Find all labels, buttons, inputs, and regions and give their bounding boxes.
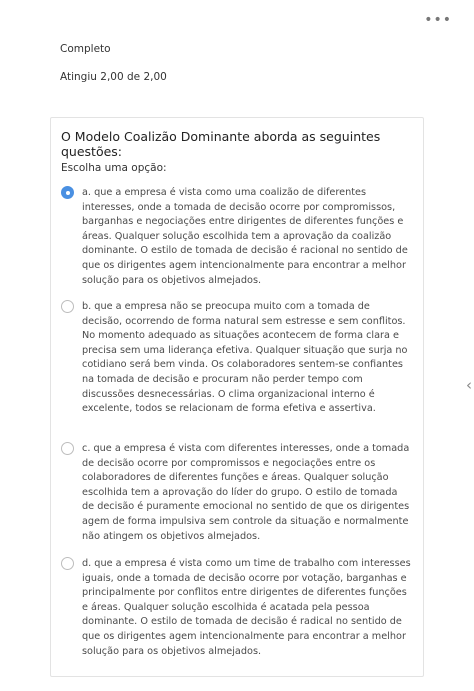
answer-option-b[interactable] (61, 300, 411, 417)
radio-button-b[interactable] (61, 300, 74, 313)
question-card (50, 117, 424, 677)
answer-option-text: d. que a empresa é vista como um time de trabalho com interesses iguais, onde a tomada de decisão ocorre por votação, barganhas e principalmente por conflitos entre dirigentes de diferentes funções e áreas. Qualquer solução escolhida é acatada pela pessoa dominante. O estilo de tomada de decisão é radical no sentido de que os dirigentes agem intencionalmente para encontrar a melhor solução para os objetivos almejados. (82, 558, 411, 657)
completion-status: Completo (60, 43, 111, 55)
ellipsis-icon[interactable]: ••• (424, 12, 452, 28)
answer-option-text: b. que a empresa não se preocupa muito com a tomada de decisão, ocorrendo de forma natural sem estresse e sem conflitos. No momento adequado as situações acontecem de forma clara e precisa sem uma liderança efetiva. Qualquer situação que surja no cotidiano será bem vinda. Os colaboradores sentem-se confiantes na tomada de decisão e procuram não perder tempo com discussões desnecessárias. O clima organizacional interno é excelente, todos se relacionam de forma efetiva e assertiva. (82, 301, 408, 415)
answer-option-c[interactable] (61, 442, 411, 544)
question-title: O Modelo Coalizão Dominante aborda as seguintes questões: (61, 129, 381, 159)
answer-option-a[interactable] (61, 186, 411, 288)
radio-button-d[interactable] (61, 557, 74, 570)
answer-option-text: c. que a empresa é vista com diferentes interesses, onde a tomada de decisão ocorre por compromissos e negociações entre os colaboradores de diferentes funções e áreas. Qualquer solução escolhida tem a aprovação do líder do grupo. O estilo de tomada de decisão é puramente emocional no sentido de que os dirigentes agem de forma impulsiva sem controle da situação e normalmente não atingem os objetivos almejados. (82, 443, 410, 542)
choose-option-prompt: Escolha uma opção: (61, 162, 167, 174)
answer-option-text: a. que a empresa é vista como uma coalizão de diferentes interesses, onde a tomada de decisão ocorre por compromissos, barganhas e negociações entre dirigentes de diferentes funções e áreas. Qualquer solução escolhida tem a aprovação da coalizão dominante. O estilo de tomada de decisão é racional no sentido de que os dirigentes agem intencionalmente para encontrar a melhor solução para os objetivos almejados. (82, 187, 408, 286)
chevron-left-icon[interactable]: ‹ (466, 376, 472, 394)
grade-text: Atingiu 2,00 de 2,00 (60, 71, 167, 83)
answer-option-d[interactable] (61, 557, 411, 659)
radio-button-a[interactable] (61, 186, 74, 199)
radio-button-c[interactable] (61, 442, 74, 455)
